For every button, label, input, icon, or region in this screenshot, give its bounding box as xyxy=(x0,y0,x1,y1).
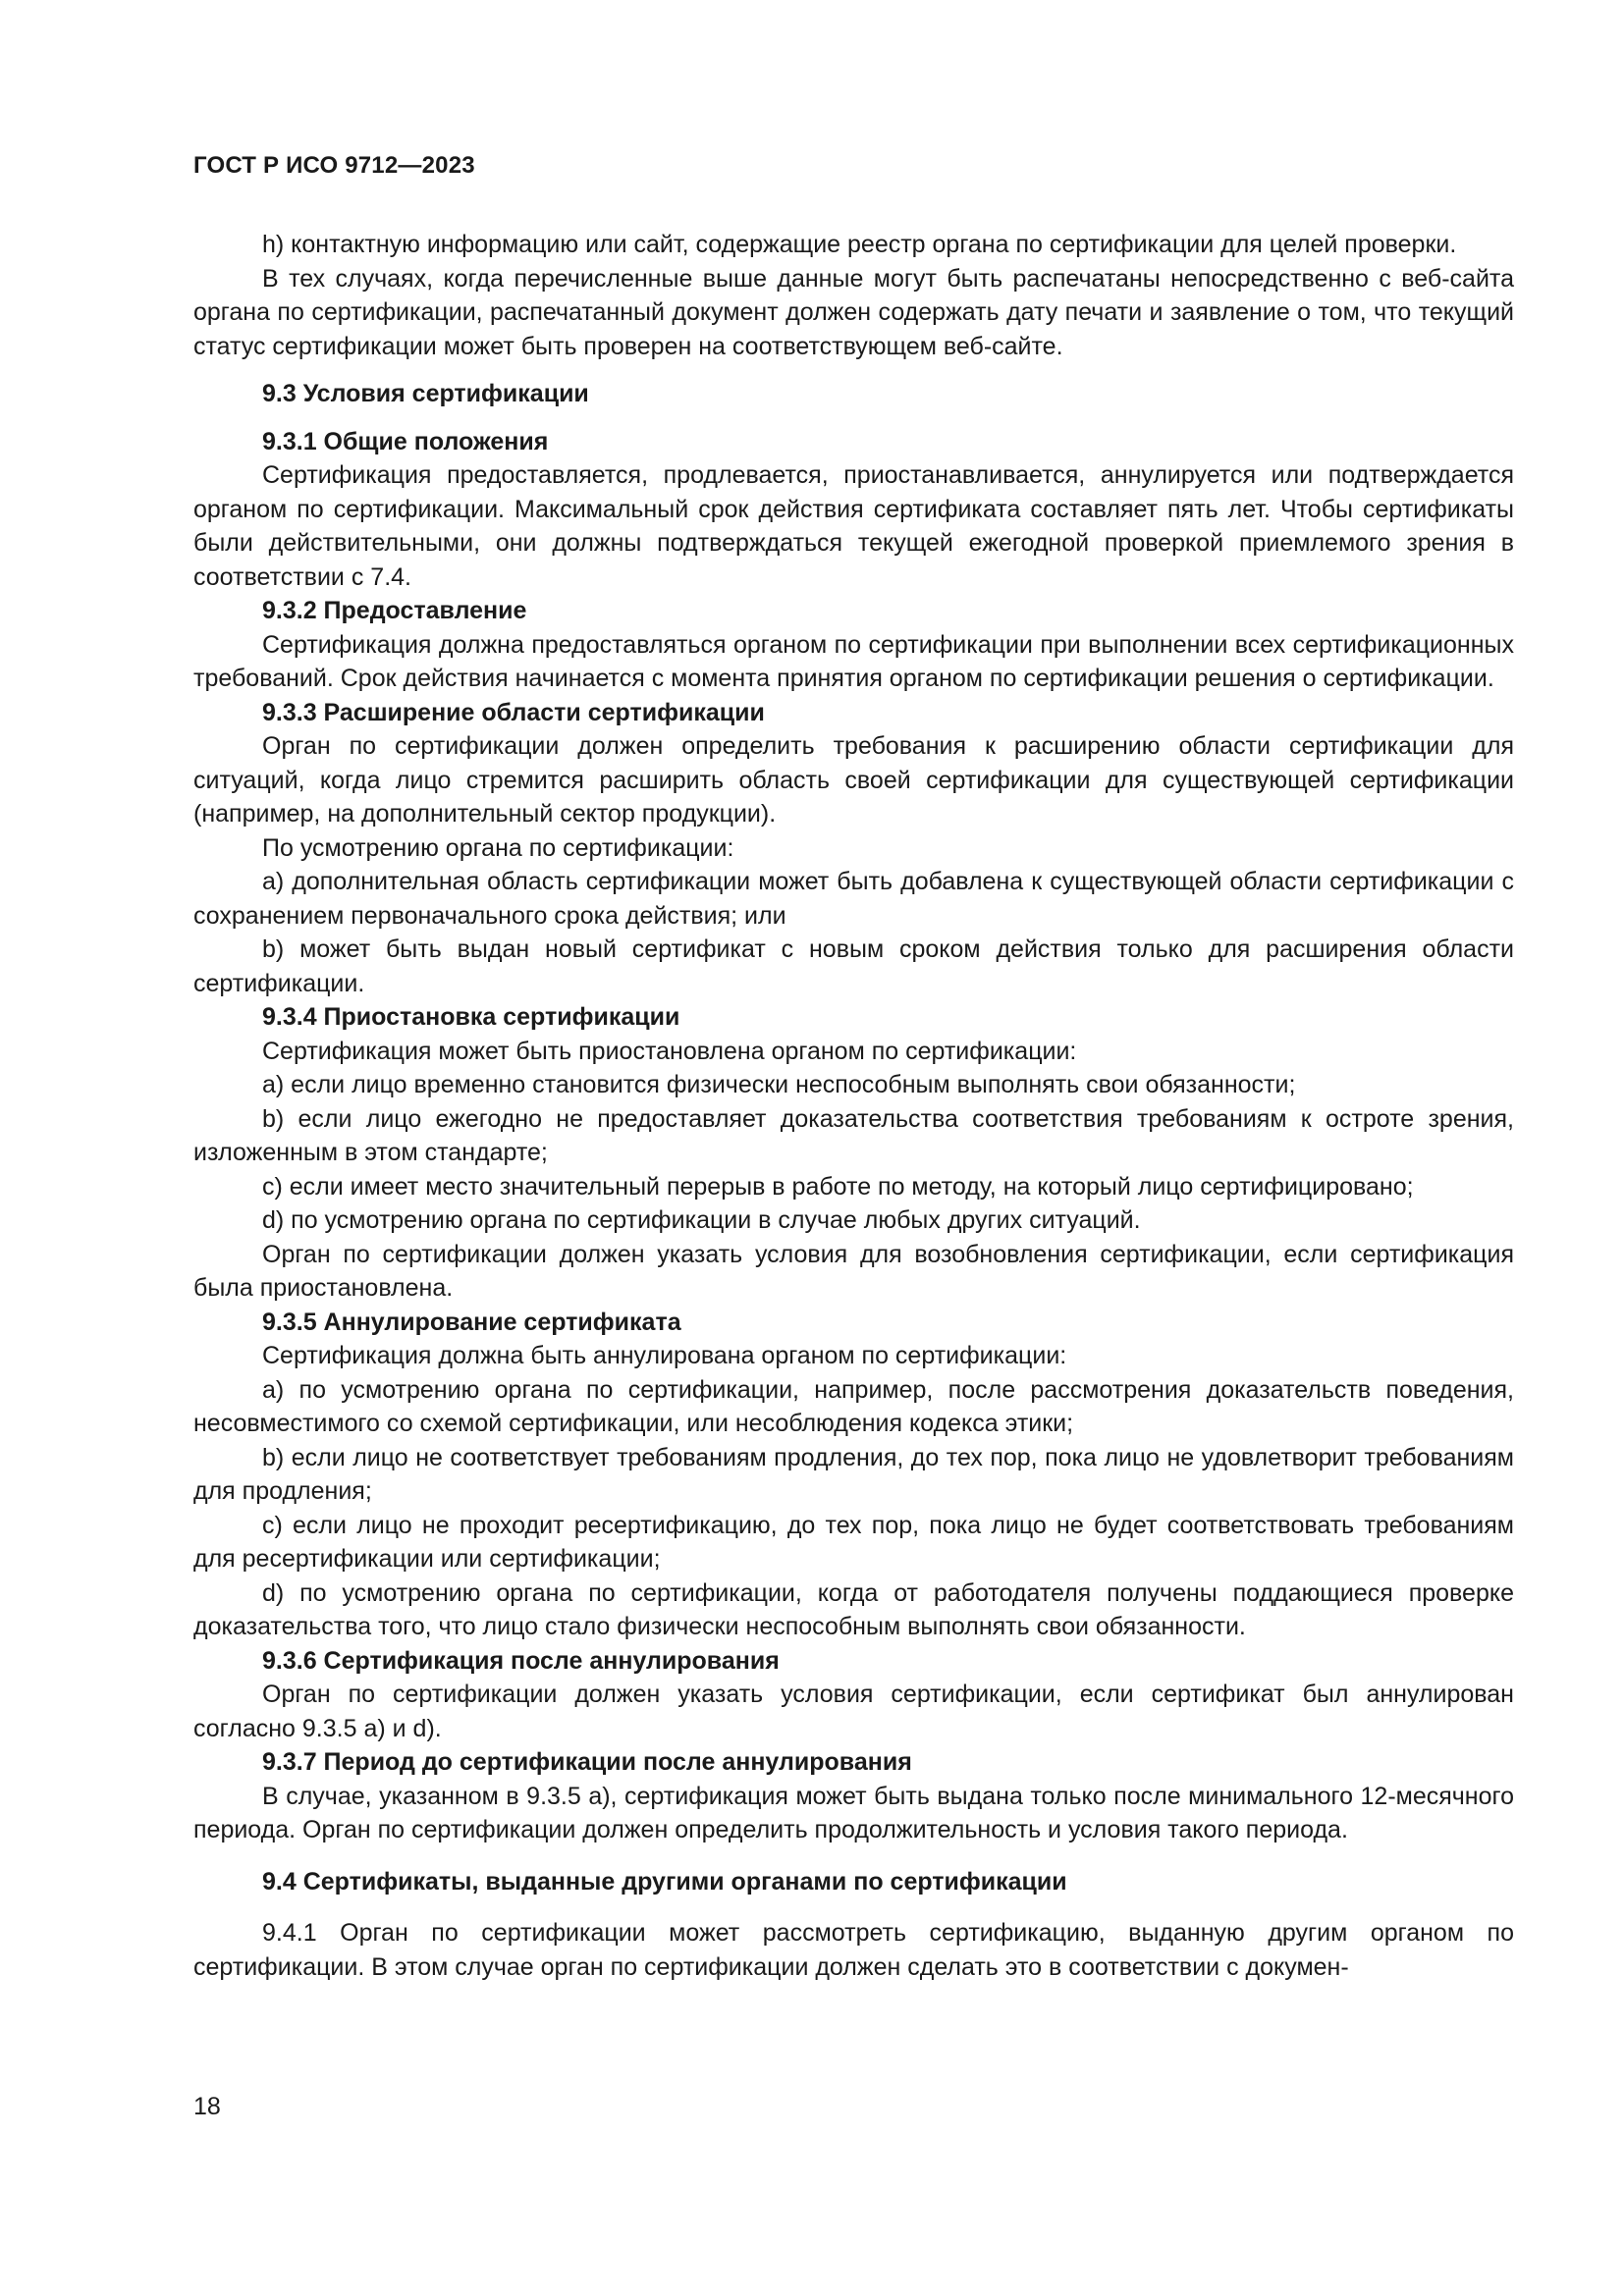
paragraph: Сертификация предоставляется, продлевается, приостанавливается, аннулируется или подтверждается органом по сертификации. Максимальный срок действия сертификата составляет пять лет. Чтобы сертификаты были действительными, они должны подтверждаться текущей ежегодной проверкой приемлемого зрения в соответствии с 7.4. xyxy=(193,461,1514,591)
subsection-heading-9-3-2: 9.3.2 Предоставление xyxy=(262,597,527,624)
page-number: 18 xyxy=(193,2093,221,2120)
subsection-heading-9-3-7: 9.3.7 Период до сертификации после аннулирования xyxy=(262,1748,912,1776)
list-item: d) по усмотрению органа по сертификации, когда от работодателя получены поддающиеся проверке доказательства того, что лицо стало физически неспособным выполнять свои обязанности. xyxy=(193,1578,1514,1640)
list-item: c) если лицо не проходит ресертификацию, до тех пор, пока лицо не будет соответствовать требованиям для ресертификации или сертификации; xyxy=(193,1511,1514,1573)
paragraph: Сертификация может быть приостановлена органом по сертификации: xyxy=(262,1037,1077,1065)
section-heading-9-4: 9.4 Сертификаты, выданные другими органами по сертификации xyxy=(262,1867,1067,1896)
subsection-heading-9-3-5: 9.3.5 Аннулирование сертификата xyxy=(262,1308,681,1336)
subsection-heading-9-3-6: 9.3.6 Сертификация после аннулирования xyxy=(262,1646,780,1675)
document-body xyxy=(193,228,1514,1984)
list-item: b) если лицо не соответствует требованиям продления, до тех пор, пока лицо не удовлетворит требованиям для продления; xyxy=(193,1443,1514,1505)
paragraph: Сертификация должна быть аннулирована органом по сертификации: xyxy=(262,1342,1067,1369)
list-item: a) дополнительная область сертификации может быть добавлена к существующей области сертификации с сохранением первоначального срока действия; или xyxy=(193,868,1514,930)
subsection-heading-9-3-1: 9.3.1 Общие положения xyxy=(262,427,549,455)
paragraph: Сертификация должна предоставляться органом по сертификации при выполнении всех сертификационных требований. Срок действия начинается с момента принятия органом по сертификации решения о сертификации. xyxy=(193,630,1514,692)
subsection-heading-9-3-4: 9.3.4 Приостановка сертификации xyxy=(262,1003,680,1031)
paragraph: Орган по сертификации должен указать условия сертификации, если сертификат был аннулирован согласно 9.3.5 a) и d). xyxy=(193,1681,1514,1742)
paragraph: Орган по сертификации должен указать условия для возобновления сертификации, если сертификация была приостановлена. xyxy=(193,1240,1514,1302)
list-item: d) по усмотрению органа по сертификации в случае любых других ситуаций. xyxy=(262,1206,1141,1234)
paragraph: Орган по сертификации должен определить требования к расширению области сертификации для ситуаций, когда лицо стремится расширить область своей сертификации для существующей сертификации (например, на дополнительный сектор продукции). xyxy=(193,732,1514,828)
list-item: a) по усмотрению органа по сертификации, например, после рассмотрения доказательств поведения, несовместимого со схемой сертификации, или несоблюдения кодекса этики; xyxy=(193,1375,1514,1437)
section-heading-9-3: 9.3 Условия сертификации xyxy=(262,380,589,407)
paragraph: По усмотрению органа по сертификации: xyxy=(262,833,734,862)
paragraph: В случае, указанном в 9.3.5 a), сертификация может быть выдана только после минимального 12-месячного периода. Орган по сертификации должен определить продолжительность и условия такого периода. xyxy=(193,1782,1514,1843)
list-item: a) если лицо временно становится физически неспособным выполнять свои обязанности; xyxy=(262,1071,1296,1098)
paragraph: 9.4.1 Орган по сертификации может рассмотреть сертификацию, выданную другим органом по сертификации. В этом случае орган по сертификации должен сделать это в соответствии с докумен- xyxy=(193,1919,1514,1981)
list-item: b) может быть выдан новый сертификат с новым сроком действия только для расширения области сертификации. xyxy=(193,935,1514,997)
paragraph: В тех случаях, когда перечисленные выше данные могут быть распечатаны непосредственно с веб-сайта органа по сертификации, распечатанный документ должен содержать дату печати и заявление о том, что текущий статус сертификации может быть проверен на соответствующем веб-сайте. xyxy=(193,264,1514,360)
document-header: ГОСТ Р ИСО 9712—2023 xyxy=(193,152,475,179)
list-item: c) если имеет место значительный перерыв в работе по методу, на который лицо сертифицировано; xyxy=(262,1172,1414,1201)
list-item-h: h) контактную информацию или сайт, содержащие реестр органа по сертификации для целей проверки. xyxy=(262,231,1457,258)
subsection-heading-9-3-3: 9.3.3 Расширение области сертификации xyxy=(262,698,765,726)
list-item: b) если лицо ежегодно не предоставляет доказательства соответствия требованиям к остроте зрения, изложенным в этом стандарте; xyxy=(193,1104,1514,1166)
